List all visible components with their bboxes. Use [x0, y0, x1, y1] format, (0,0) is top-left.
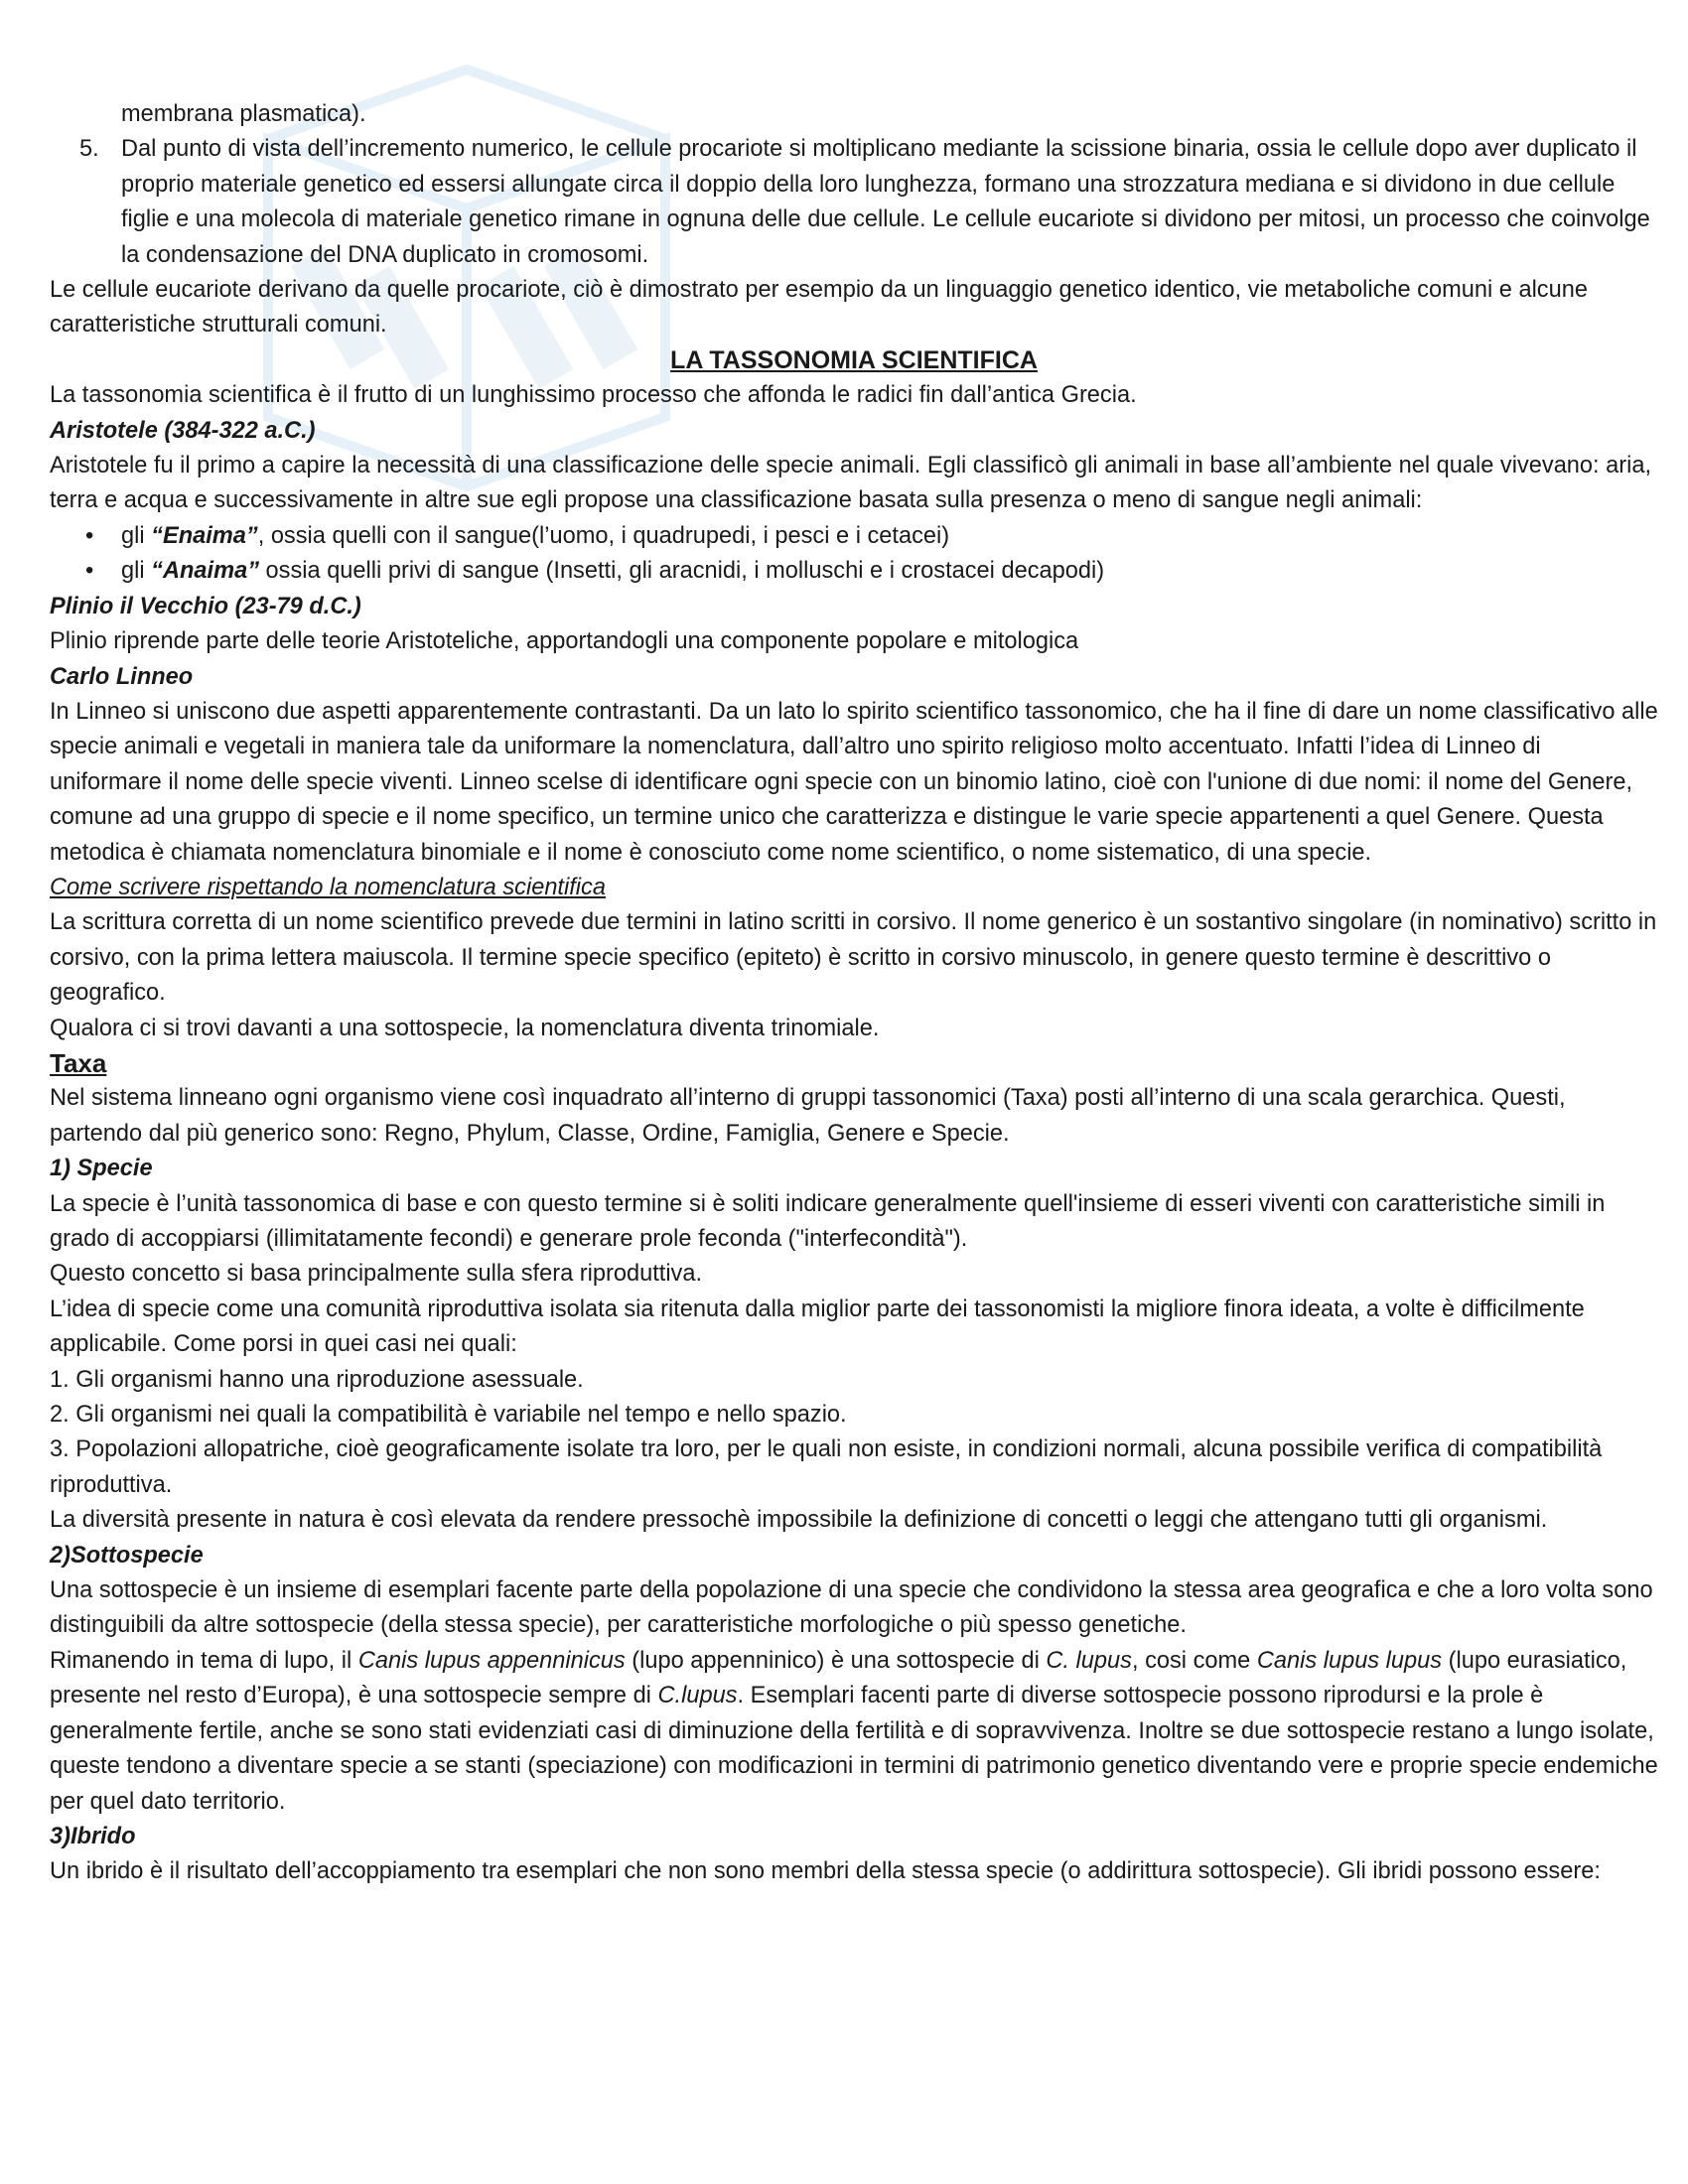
taxa-heading: Taxa: [50, 1047, 107, 1078]
species-list-2: 2. Gli organismi nei quali la compatibilità è variabile nel tempo e nello spazio.: [50, 1402, 847, 1429]
nomenclature-heading: Come scrivere rispettando la nomenclatura scientifica: [50, 874, 606, 900]
species-name: C.lupus: [657, 1683, 738, 1709]
list-item: • gli “Anaima” ossia quelli privi di sangue (Insetti, gli aracnidi, i molluschi e i crostacei decapodi): [50, 554, 1658, 589]
aristotle-bullets: [50, 519, 1658, 590]
linnaeus-text: In Linneo si uniscono due aspetti apparentemente contrastanti. Da un lato lo spirito scientifico tassonomico, che ha il fine di dare un nome classificativo alle specie animali e vegetali in maniera tale da uniformare la nomenclatura, dall’altro uno spirito religioso molto accentuato. Infatti l’idea di Linneo di uniformare il nome delle specie viventi. Linneo scelse di identificare ogni specie con un binomio latino, cioè con l'unione di due nomi: il nome del Genere, comune ad una gruppo di specie e il nome specifico, un termine unico che caratterizza e distingue le varie specie appartenenti a quel Genere. Questa metodica è chiamata nomenclatura binomiale e il nome è conosciuto come nome scientifico, o nome sistematico, di una specie.: [50, 698, 1658, 866]
bullet-icon: •: [85, 558, 94, 585]
intro-continuation: membrana plasmatica).: [121, 101, 366, 127]
species-list-3: 3. Popolazioni allopatriche, cioè geograficamente isolate tra loro, per le quali non esiste, in condizioni normali, alcuna possibile verifica di compatibilità riproduttiva.: [50, 1436, 1603, 1498]
list-item-text: Dal punto di vista dell’incremento numerico, le cellule procariote si moltiplicano mediante la scissione binaria, ossia le cellule dopo aver duplicato il proprio materiale genetico ed essersi allungate circa il doppio della loro lunghezza, formano una strozzatura mediana e si dividono in due cellule figlie e una molecola di materiale genetico rimane in ognuna delle due cellule. Le cellule eucariote si dividono per mitosi, un processo che coinvolge la condensazione del DNA duplicato in cromosomi.: [121, 136, 1650, 268]
pliny-text: Plinio riprende parte delle teorie Aristoteliche, apportandogli una componente popolare e mitologica: [50, 628, 1079, 655]
section-title: LA TASSONOMIA SCIENTIFICA: [670, 345, 1038, 374]
hybrid-p1: Un ibrido è il risultato dell’accoppiamento tra esemplari che non sono membri della stessa specie (o addirittura sottospecie). Gli ibridi possono essere:: [50, 1858, 1601, 1885]
list-item: • gli “Enaima”, ossia quelli con il sangue(l’uomo, i quadrupedi, i pesci e i cetacei): [50, 519, 1658, 554]
species-name: C. lupus: [1046, 1647, 1132, 1674]
list-item-5: [50, 132, 1658, 273]
taxonomy-intro: La tassonomia scientifica è il frutto di un lunghissimo processo che affonda le radici fin dall’antica Grecia.: [50, 382, 1137, 409]
linnaeus-heading: Carlo Linneo: [50, 663, 194, 690]
species-p2: Questo concetto si basa principalmente sulla sfera riproduttiva.: [50, 1261, 703, 1288]
species-heading: 1) Specie: [50, 1156, 153, 1182]
species-name: Canis lupus lupus: [1256, 1647, 1443, 1674]
aristotle-text: Aristotele fu il primo a capire la necessità di una classificazione delle specie animali. Egli classificò gli animali in base all’ambiente nel quale vivevano: aria, terra e acqua e successivamente in altre sue egli propose una classificazione basata sulla presenza o meno di sangue negli animali:: [50, 453, 1652, 514]
intro-conclusion: Le cellule eucariote derivano da quelle procariote, ciò è dimostrato per esempio da un linguaggio genetico identico, vie metaboliche comuni e alcune caratteristiche strutturali comuni.: [50, 277, 1588, 339]
hybrid-heading: 3)Ibrido: [50, 1823, 136, 1849]
nomenclature-text-1: La scrittura corretta di un nome scientifico prevede due termini in latino scritti in corsivo. Il nome generico è un sostantivo singolare (in nominativo) scritto in corsivo, con la prima lettera maiuscola. Il termine specie specifico (epiteto) è scritto in corsivo minuscolo, in genere questo termine è descrittivo o geografico.: [50, 909, 1657, 1007]
document-page: [50, 97, 1658, 1890]
pliny-heading: Plinio il Vecchio (23-79 d.C.): [50, 593, 361, 619]
subspecies-heading: 2)Sottospecie: [50, 1542, 204, 1569]
species-name: Canis lupus appenninicus: [357, 1647, 626, 1674]
term-anaima: “Anaima”: [151, 558, 259, 585]
bullet-icon: •: [85, 522, 94, 549]
aristotle-heading: Aristotele (384-322 a.C.): [50, 417, 316, 444]
species-p3: L’idea di specie come una comunità riproduttiva isolata sia ritenuta dalla miglior parte dei tassonomisti la migliore finora ideata, a volte è difficilmente applicabile. Come porsi in quei casi nei quali:: [50, 1296, 1585, 1358]
list-number: 5.: [79, 136, 99, 163]
species-p4: La diversità presente in natura è così elevata da rendere pressochè impossibile la definizione di concetti o leggi che attengano tutti gli organismi.: [50, 1507, 1548, 1534]
term-enaima: “Enaima”: [151, 522, 258, 549]
subspecies-p2: Rimanendo in tema di lupo, il Canis lupus appenninicus (lupo appenninico) è una sottospecie di C. lupus, cosi come Canis lupus lupus (lupo eurasiatico, presente nel resto d’Europa), è una sottospecie sempre di C.lupus. Esemplari facenti parte di diverse sottospecie possono riprodursi e la prole è generalmente fertile, anche se sono stati evidenziati casi di diminuzione della fertilità e di sopravvivenza. Inoltre se due sottospecie restano a lungo isolate, queste tendono a diventare specie a se stanti (speciazione) con modificazioni in termini di patrimonio genetico diventando vere e proprie specie endemiche per quel dato territorio.: [50, 1647, 1658, 1815]
subspecies-p1: Una sottospecie è un insieme di esemplari facente parte della popolazione di una specie che condividono la stessa area geografica e che a loro volta sono distinguibili da altre sottospecie (della stessa specie), per caratteristiche morfologiche o più spesso genetiche.: [50, 1577, 1653, 1639]
nomenclature-text-2: Qualora ci si trovi davanti a una sottospecie, la nomenclatura diventa trinomiale.: [50, 1015, 880, 1041]
species-p1: La specie è l’unità tassonomica di base e con questo termine si è soliti indicare generalmente quell'insieme di esseri viventi con caratteristiche simili in grado di accoppiarsi (illimitatamente fecondi) e generare prole feconda ("interfecondità").: [50, 1190, 1606, 1252]
taxa-intro: Nel sistema linneano ogni organismo viene così inquadrato all’interno di gruppi tassonomici (Taxa) posti all’interno di una scala gerarchica. Questi, partendo dal più generico sono: Regno, Phylum, Classe, Ordine, Famiglia, Genere e Specie.: [50, 1085, 1566, 1147]
species-list-1: 1. Gli organismi hanno una riproduzione asessuale.: [50, 1366, 584, 1393]
